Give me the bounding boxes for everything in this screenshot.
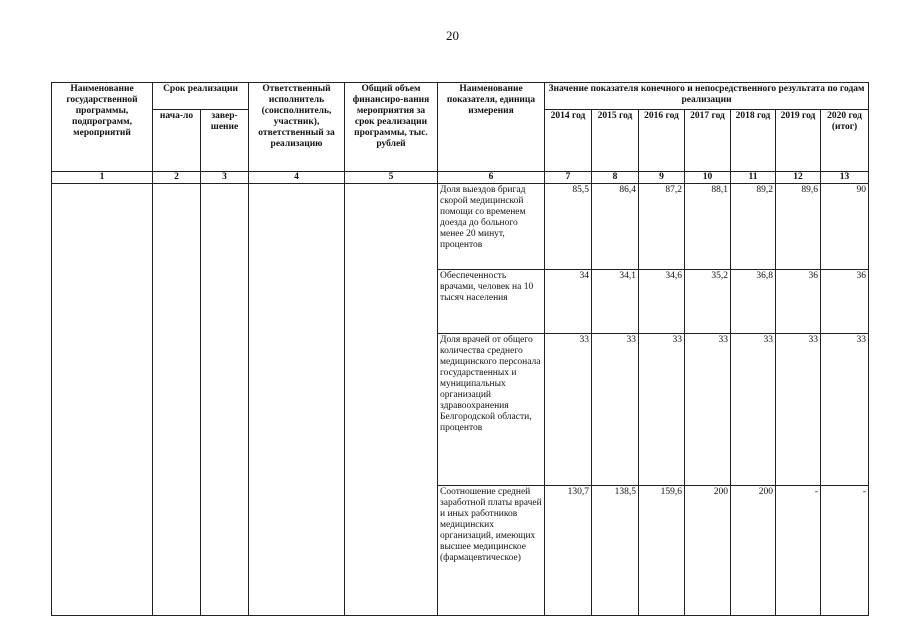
value-cell: 159,6 <box>639 486 685 616</box>
header-year: 2019 год <box>776 110 821 172</box>
column-number: 2 <box>153 172 201 184</box>
header-year: 2020 год (итог) <box>821 110 869 172</box>
value-cell: 87,2 <box>639 184 685 270</box>
header-funding: Общий объем финансиро-вания мероприятия за срок реализации программы, тыс. рублей <box>345 83 438 172</box>
value-cell: - <box>821 486 869 616</box>
value-cell: 89,2 <box>731 184 776 270</box>
empty-cell <box>345 184 438 616</box>
value-cell: 35,2 <box>685 270 731 334</box>
value-cell: 33 <box>776 334 821 486</box>
value-cell: 86,4 <box>592 184 639 270</box>
column-number: 9 <box>639 172 685 184</box>
value-cell: - <box>776 486 821 616</box>
value-cell: 33 <box>821 334 869 486</box>
value-cell: 36,8 <box>731 270 776 334</box>
empty-cell <box>52 184 153 616</box>
value-cell: 33 <box>545 334 592 486</box>
value-cell: 130,7 <box>545 486 592 616</box>
value-cell: 34 <box>545 270 592 334</box>
value-cell: 200 <box>731 486 776 616</box>
header-year: 2014 год <box>545 110 592 172</box>
column-number: 1 <box>52 172 153 184</box>
value-cell: 138,5 <box>592 486 639 616</box>
header-period: Срок реализации <box>153 83 249 110</box>
value-cell: 33 <box>639 334 685 486</box>
indicator-name: Соотношение средней заработной платы врачей и иных работников медицинских организаций, имеющих высшее медицинское (фармацевтическое) <box>438 486 545 616</box>
column-number: 11 <box>731 172 776 184</box>
value-cell: 33 <box>731 334 776 486</box>
value-cell: 36 <box>776 270 821 334</box>
indicators-table <box>51 82 869 616</box>
header-period-start: нача-ло <box>153 110 201 172</box>
empty-cell <box>249 184 345 616</box>
column-number: 6 <box>438 172 545 184</box>
column-number: 8 <box>592 172 639 184</box>
page-number: 20 <box>446 28 459 43</box>
indicator-name: Доля выездов бригад скорой медицинской помощи со временем доезда до больного менее 20 минут, процентов <box>438 184 545 270</box>
value-cell: 33 <box>592 334 639 486</box>
column-numbers-row <box>52 172 869 184</box>
header-year: 2016 год <box>639 110 685 172</box>
column-number: 5 <box>345 172 438 184</box>
value-cell: 34,1 <box>592 270 639 334</box>
header-indicator: Наименование показателя, единица измерения <box>438 83 545 172</box>
header-year: 2017 год <box>685 110 731 172</box>
header-values-group: Значение показателя конечного и непосредственного результата по годам реализации <box>545 83 869 110</box>
value-cell: 33 <box>685 334 731 486</box>
value-cell: 36 <box>821 270 869 334</box>
header-program-name: Наименование государственной программы, подпрограмм, мероприятий <box>52 83 153 172</box>
column-number: 13 <box>821 172 869 184</box>
value-cell: 200 <box>685 486 731 616</box>
header-executor: Ответственный исполнитель (соисполнитель, участник), ответственный за реализацию <box>249 83 345 172</box>
indicator-name: Обеспеченность врачами, человек на 10 тысяч населения <box>438 270 545 334</box>
value-cell: 90 <box>821 184 869 270</box>
column-number: 3 <box>201 172 249 184</box>
empty-cell <box>153 184 201 616</box>
header-year: 2018 год <box>731 110 776 172</box>
column-number: 12 <box>776 172 821 184</box>
header-period-end: завер-шение <box>201 110 249 172</box>
column-number: 4 <box>249 172 345 184</box>
value-cell: 85,5 <box>545 184 592 270</box>
value-cell: 89,6 <box>776 184 821 270</box>
column-number: 10 <box>685 172 731 184</box>
column-number: 7 <box>545 172 592 184</box>
empty-cell <box>201 184 249 616</box>
header-year: 2015 год <box>592 110 639 172</box>
table-row <box>52 184 869 270</box>
value-cell: 88,1 <box>685 184 731 270</box>
value-cell: 34,6 <box>639 270 685 334</box>
indicator-name: Доля врачей от общего количества среднего медицинского персонала государственных и муниципальных организаций здравоохранения Белгородской области, процентов <box>438 334 545 486</box>
